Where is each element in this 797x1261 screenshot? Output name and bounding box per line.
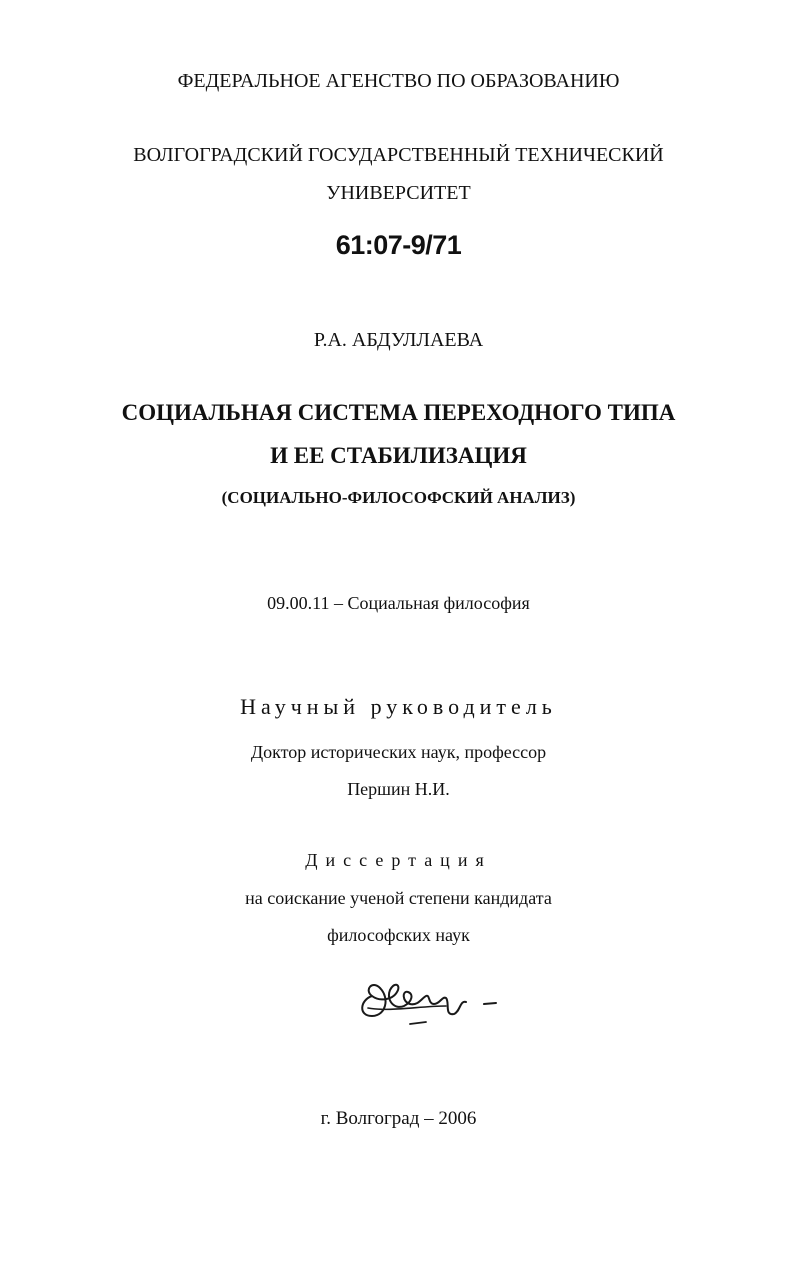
title-subtitle: (СОЦИАЛЬНО-ФИЛОСОФСКИЙ АНАЛИЗ) xyxy=(221,488,576,507)
catalog-code: 61:07-9/71 xyxy=(335,230,462,260)
university-name-line2: УНИВЕРСИТЕТ xyxy=(326,182,471,204)
university-name-line1: ВОЛГОГРАДСКИЙ ГОСУДАРСТВЕННЫЙ ТЕХНИЧЕСКИЙ xyxy=(133,144,664,166)
city-year: г. Волгоград – 2006 xyxy=(320,1108,477,1129)
supervisor-heading: Научный руководитель xyxy=(240,694,557,719)
dissertation-degree-line2: философских наук xyxy=(327,925,470,945)
author-name: Р.А. АБДУЛЛАЕВА xyxy=(313,329,484,351)
dissertation-degree-line1: на соискание ученой степени кандидата xyxy=(245,888,552,908)
specialty: 09.00.11 – Социальная философия xyxy=(267,593,530,613)
agency-name: ФЕДЕРАЛЬНОЕ АГЕНСТВО ПО ОБРАЗОВАНИЮ xyxy=(177,70,620,92)
supervisor-degree: Доктор исторических наук, профессор xyxy=(250,742,547,762)
handwritten-signature xyxy=(350,960,510,1040)
dissertation-heading: Диссертация xyxy=(305,850,492,870)
supervisor-name: Першин Н.И. xyxy=(347,779,450,799)
title-line1: СОЦИАЛЬНАЯ СИСТЕМА ПЕРЕХОДНОГО ТИПА xyxy=(121,400,676,425)
title-line2: И ЕЕ СТАБИЛИЗАЦИЯ xyxy=(270,443,527,468)
